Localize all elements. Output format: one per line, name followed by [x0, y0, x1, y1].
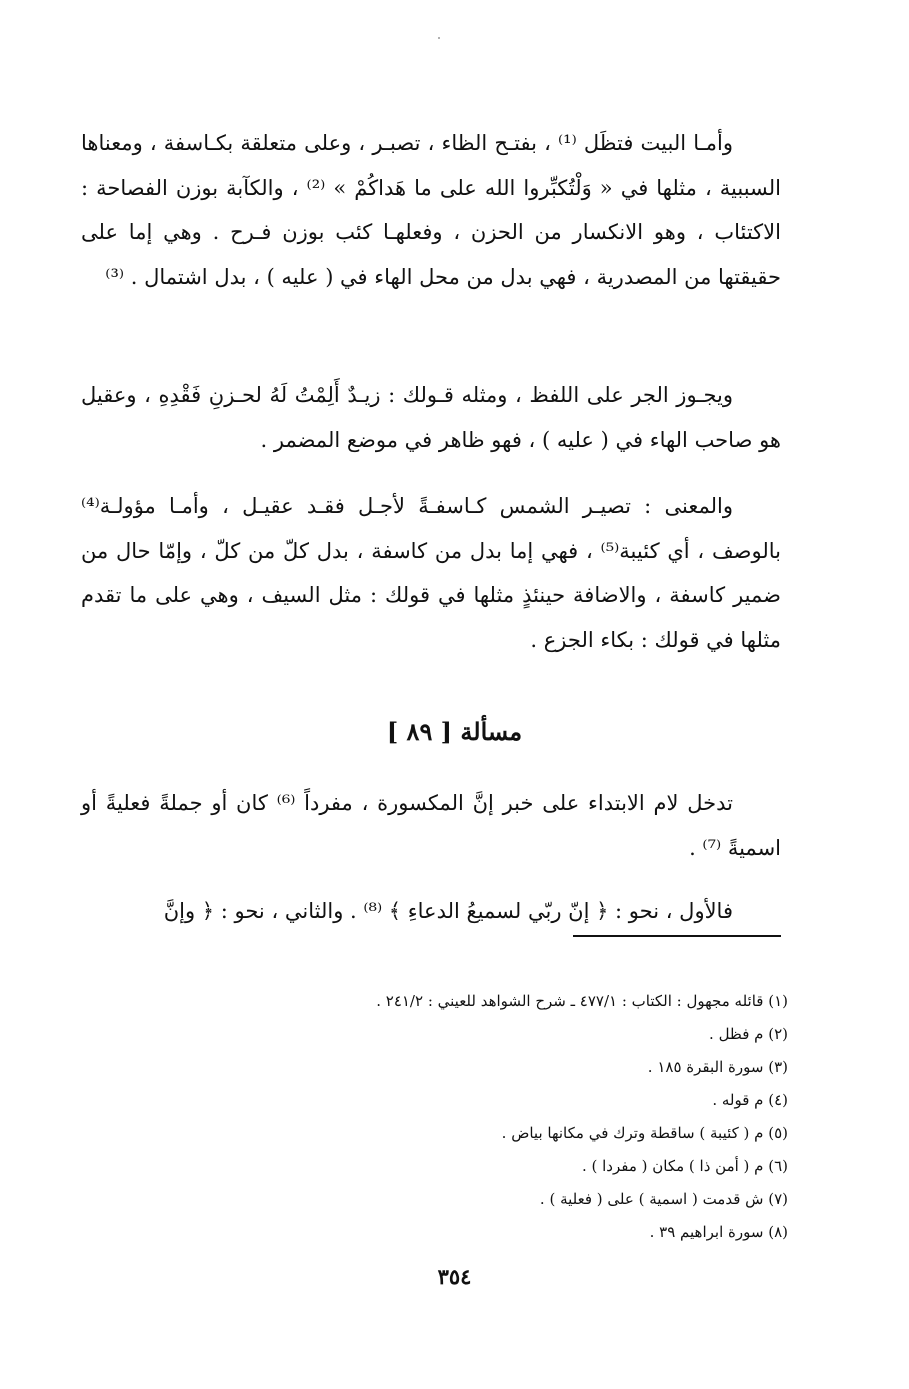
- footnote-4: (٤) م قوله .: [712, 1091, 788, 1109]
- scan-speck: [438, 37, 440, 39]
- section-heading: مسألة [ ٨٩ ]: [386, 716, 523, 746]
- footnote-7: (٧) ش قدمت ( اسمية ) على ( فعلية ) .: [539, 1190, 788, 1208]
- page-number: ٣٥٤: [437, 1264, 472, 1289]
- paragraph-3: والمعنى : تصيـر الشمس كـاسفـةً لأجـل فقـد عقيـل ، وأمـا مؤولـة⁽⁴⁾ بالوصف ، أي كئيبة⁽⁵⁾ ، فهي إما بدل من كاسفة ، بدل كلّ من كلّ ، وإمّا حال من ضمير كاسفة ، والاضافة حينئذٍ مثلها في قولك : مثل السيف ، وهي على ما تقدم مثلها في قولك : بكاء الجزع .: [81, 494, 782, 652]
- footnote-2: (٢) م فظل .: [709, 1025, 788, 1043]
- footnote-8: (٨) سورة ابراهيم ٣٩ .: [649, 1223, 788, 1241]
- paragraph-5: فالأول ، نحو : ﴿ إنّ ربّي لسميعُ الدعاءِ ﴾ ⁽⁸⁾ . والثاني ، نحو : ﴿ وإنَّ: [163, 899, 733, 923]
- paragraph-1: وأمـا البيت فتظَل ⁽¹⁾ ، بفتـح الظاء ، تصبـر ، وعلى متعلقة بكـاسفة ، ومعناها السببية ، مثلها في « وَلْتُكبِّروا الله على ما هَداكُمْ » ⁽²⁾ ، والكآبة بوزن الفصاحة : الاكتئاب ، وهو الانكسار من الحزن ، وفعلهـا كئب بوزن فـرح . وهي إما على حقيقتها من المصدرية ، فهي بدل من محل الهاء في ( عليه ) ، بدل اشتمال . ⁽³⁾: [81, 131, 782, 289]
- footnote-6: (٦) م ( أمن ذا ) مكان ( مفردا ) .: [581, 1157, 788, 1175]
- paragraph-2: ويجـوز الجر على اللفظ ، ومثله قـولك : زيـدٌ أَلِمْتُ لَهُ لحـزنِ فَقْدِهِ ، وعقيل هو صاحب الهاء في ( عليه ) ، فهو ظاهر في موضع المضمر .: [81, 383, 781, 452]
- footnotes-list: [228, 985, 788, 1249]
- footnote-1: (١) قائله مجهول : الكتاب : ٤٧٧/١ ـ شرح الشواهد للعيني : ٢٤١/٢ .: [376, 992, 788, 1010]
- footnote-separator: [573, 935, 781, 937]
- footnote-3: (٣) سورة البقرة ١٨٥ .: [647, 1058, 788, 1076]
- footnote-5: (٥) م ( كئيبة ) ساقطة وترك في مكانها بياض .: [501, 1124, 788, 1142]
- paragraph-4: تدخل لام الابتداء على خبر إنَّ المكسورة ، مفرداً ⁽⁶⁾ كان أو جملةً فعليةً أو اسميةً ⁽⁷⁾ .: [81, 791, 781, 860]
